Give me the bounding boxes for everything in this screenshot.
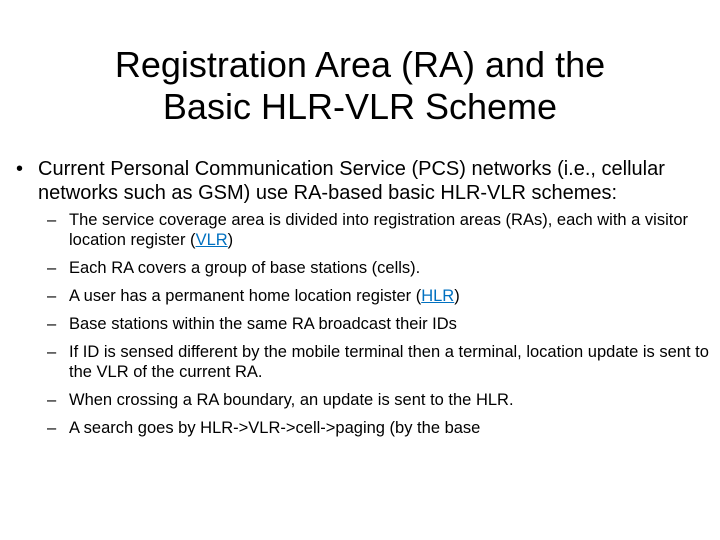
dash-marker: – bbox=[47, 391, 57, 409]
sub-bullet-text: Base stations within the same RA broadcast their IDs bbox=[69, 315, 457, 333]
sub-bullet-broadcast bbox=[12, 314, 712, 334]
sub-bullet-hlr bbox=[12, 286, 712, 306]
main-bullet-text: Current Personal Communication Service (PCS) networks (i.e., cellular networks such as GSM) use RA-based basic HLR-VLR schemes: bbox=[38, 158, 665, 204]
sub-bullet-boundary bbox=[12, 390, 712, 410]
sub-bullet-search bbox=[12, 418, 712, 438]
slide-title-line-2: Basic HLR-VLR Scheme bbox=[162, 86, 558, 128]
dash-marker: – bbox=[47, 211, 57, 229]
slide-title-line-1: Registration Area (RA) and the bbox=[114, 44, 606, 86]
dash-marker: – bbox=[47, 419, 57, 437]
sub-bullet-ra-cells bbox=[12, 258, 712, 278]
dash-marker: – bbox=[47, 287, 57, 305]
dash-marker: – bbox=[47, 343, 57, 361]
slide-body bbox=[12, 157, 712, 446]
sub-bullet-location-update bbox=[12, 342, 712, 382]
vlr-link[interactable]: VLR bbox=[195, 231, 228, 249]
main-bullet bbox=[12, 157, 712, 205]
slide-title bbox=[40, 44, 680, 128]
sub-bullet-text: When crossing a RA boundary, an update is sent to the HLR. bbox=[69, 391, 514, 409]
sub-bullet-text-end: ) bbox=[454, 287, 460, 305]
sub-bullet-text: If ID is sensed different by the mobile terminal then a terminal, location update is sent to the VLR of the current RA. bbox=[69, 343, 709, 381]
sub-bullet-text: The service coverage area is divided into registration areas (RAs), each with a visitor location register ( bbox=[69, 211, 689, 249]
sub-bullet-coverage-area bbox=[12, 210, 712, 250]
dash-marker: – bbox=[47, 259, 57, 277]
bullet-marker: • bbox=[16, 158, 24, 180]
sub-bullet-text: A user has a permanent home location register ( bbox=[69, 287, 422, 305]
sub-bullet-text: A search goes by HLR->VLR->cell->paging (by the base bbox=[69, 419, 481, 437]
dash-marker: – bbox=[47, 315, 57, 333]
sub-bullet-list bbox=[12, 210, 712, 438]
sub-bullet-text: Each RA covers a group of base stations (cells). bbox=[69, 259, 421, 277]
hlr-link[interactable]: HLR bbox=[421, 287, 455, 305]
sub-bullet-text-end: ) bbox=[227, 231, 234, 249]
